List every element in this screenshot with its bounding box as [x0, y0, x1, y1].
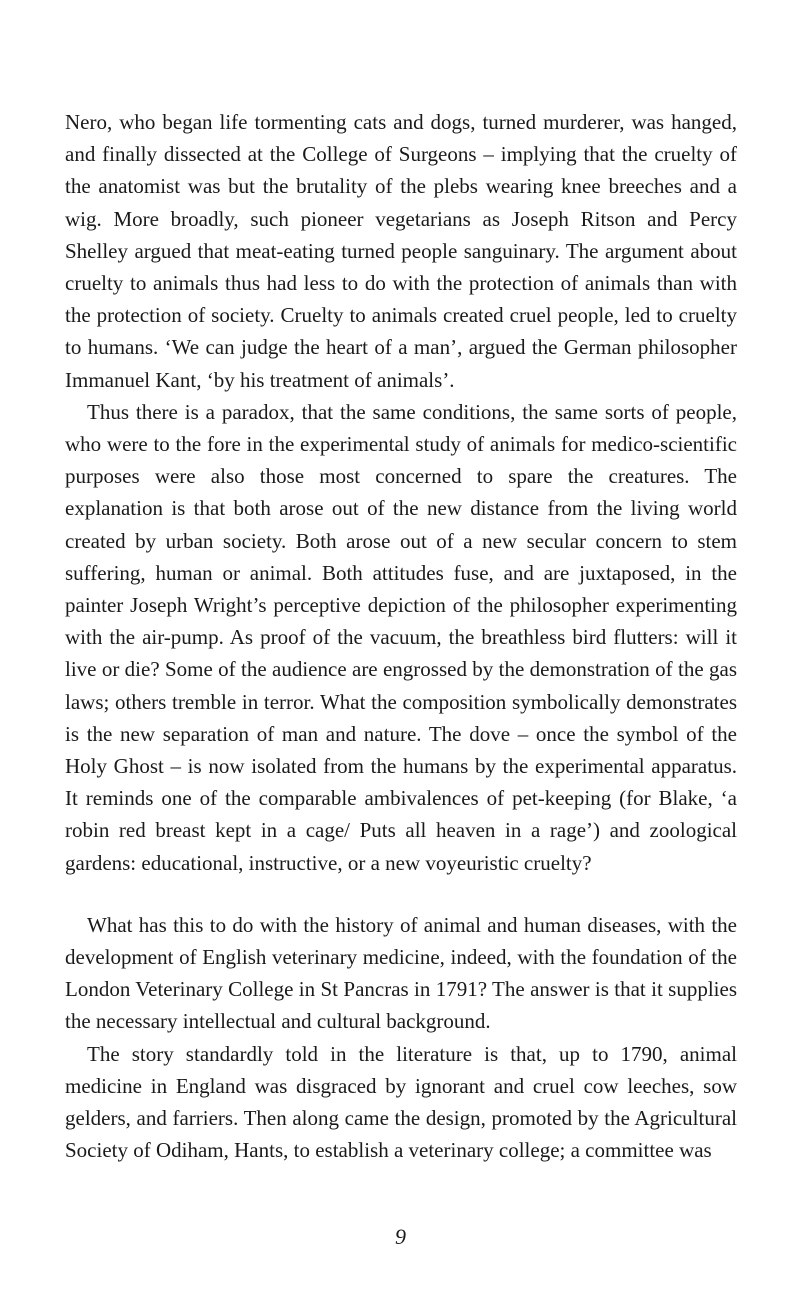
paragraph-2: Thus there is a paradox, that the same conditions, the same sorts of people, who were to the fore in the experimental study of animals for medico-scientific purposes were also those most concerned to spare the creatures. The explanation is that both arose out of the new distance from the living world created by urban society. Both arose out of a new secular concern to stem suffering, human or animal. Both attitudes fuse, and are juxtaposed, in the painter Joseph Wright’s perceptive depiction of the philosopher experimenting with the air-pump. As proof of the vacuum, the breathless bird flutters: will it live or die? Some of the audience are engrossed by the demonstration of the gas laws; others tremble in terror. What the composition symbolically demonstrates is the new separation of man and nature. The dove – once the symbol of the Holy Ghost – is now isolated from the humans by the experimental apparatus. It reminds one of the comparable ambivalences of pet-keeping (for Blake, ‘a robin red breast kept in a cage/ Puts all heaven in a rage’) and zoological gardens: educational, instructive, or a new voyeuristic cruelty?: [65, 399, 737, 875]
page-number: 9: [395, 1224, 406, 1249]
paragraph-1: Nero, who began life tormenting cats and dogs, turned murderer, was hanged, and finally dissected at the College of Surgeons – implying that the cruelty of the anatomist was but the brutality of the plebs wearing knee breeches and a wig. More broadly, such pioneer vegetarians as Joseph Ritson and Percy Shelley argued that meat-eating turned people sanguinary. The argument about cruelty to animals thus had less to do with the protection of animals than with the protection of society. Cruelty to animals created cruel people, led to cruelty to humans. ‘We can judge the heart of a man’, argued the German philosopher Immanuel Kant, ‘by his treatment of animals’.: [65, 110, 737, 392]
paragraph-3: What has this to do with the history of animal and human diseases, with the development of English veterinary medicine, indeed, with the foundation of the London Veterinary College in St Pancras in 1791? The answer is that it supplies the necessary intellectual and cultural background.: [65, 912, 737, 1034]
page-body: [65, 106, 737, 1167]
paragraph-4: The story standardly told in the literature is that, up to 1790, animal medicine in England was disgraced by ignorant and cruel cow leeches, sow gelders, and farriers. Then along came the design, promoted by the Agricultural Society of Odiham, Hants, to establish a veterinary college; a committee was: [65, 1041, 737, 1163]
